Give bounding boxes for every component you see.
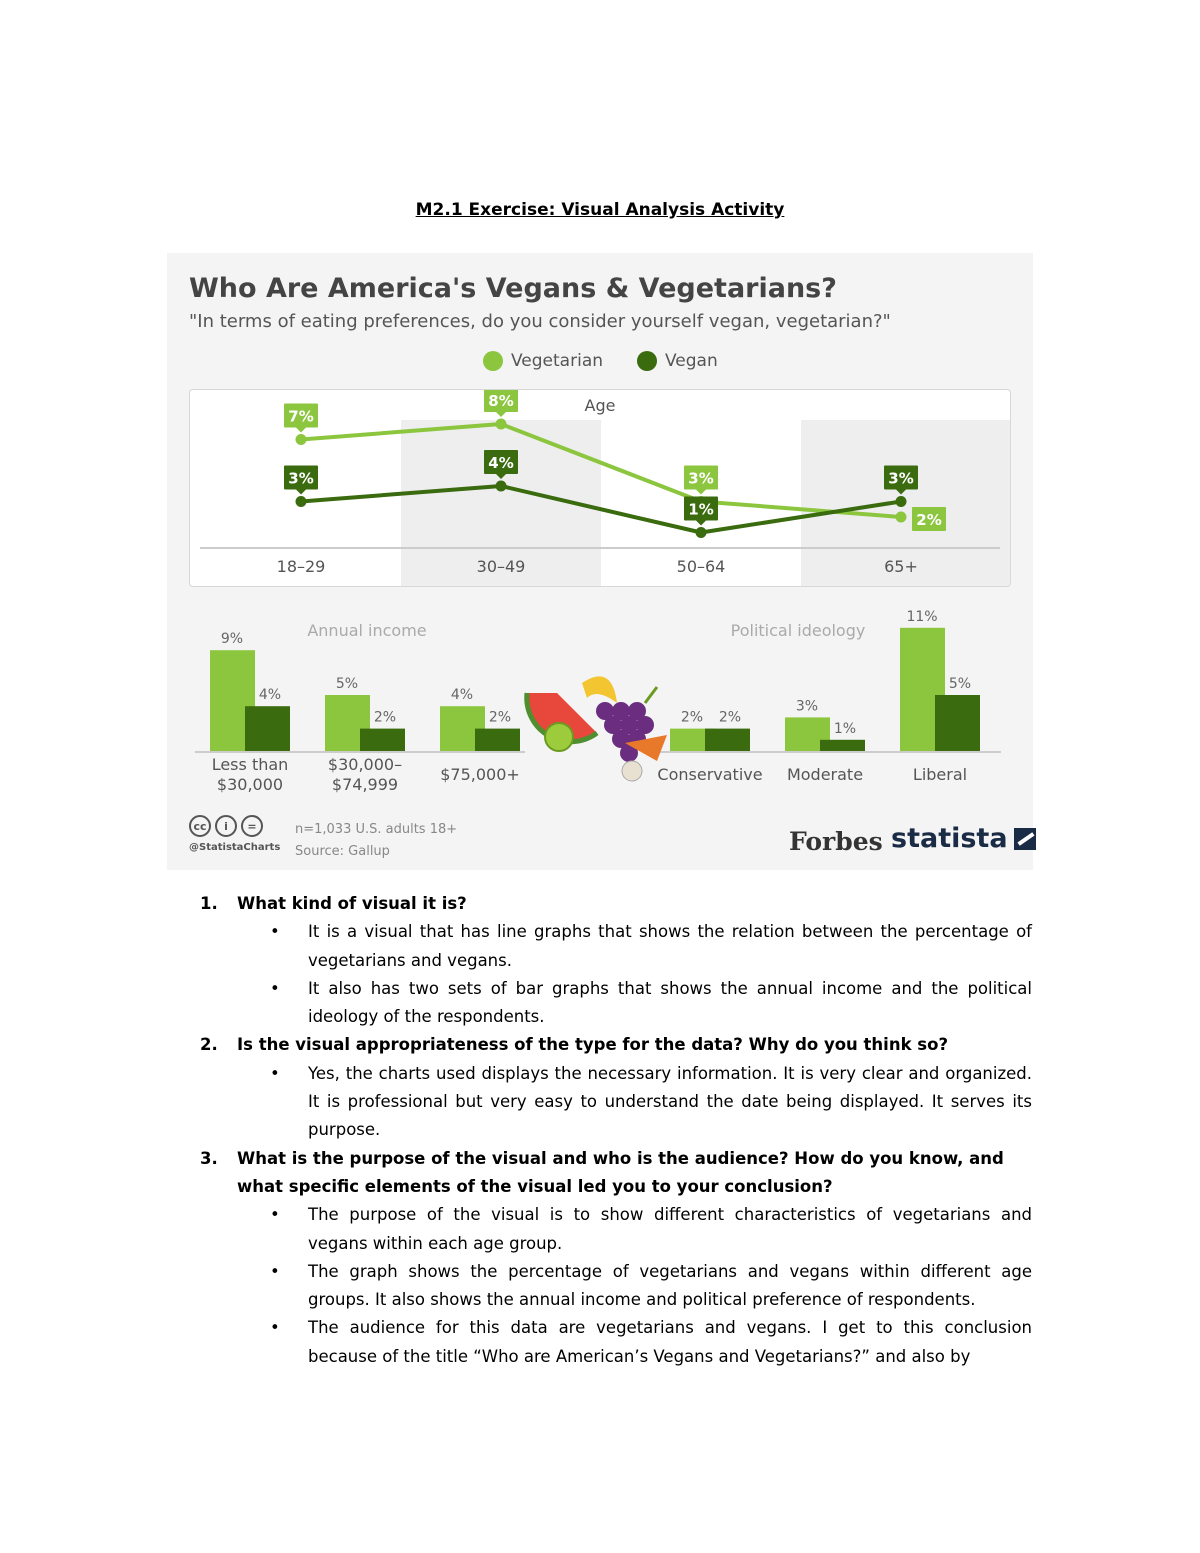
income-chart-title: Annual income — [307, 621, 427, 640]
answer-bullet — [200, 1201, 1032, 1258]
vegan-data-label: 4% — [488, 454, 514, 472]
age-tick-label: 30–49 — [476, 557, 526, 576]
statista-wordmark: statista — [891, 823, 1008, 854]
answer-text: It is a visual that has line graphs that shows the relation between the percentage of vegetarians and vegans. — [308, 922, 1032, 970]
question-list — [200, 890, 1032, 1371]
question-number: 1. — [200, 894, 218, 913]
income-bar-vegan — [360, 729, 405, 751]
statista-icon — [1014, 828, 1036, 850]
legend-item-vegetarian — [483, 351, 603, 371]
vegetarian-dot-icon — [483, 351, 503, 371]
license-block — [189, 815, 280, 853]
no-derivatives-icon: = — [241, 815, 263, 837]
income-label-vegetarian: 5% — [335, 676, 359, 692]
infographic-subtitle: "In terms of eating preferences, do you consider yourself vegan, vegetarian?" — [189, 311, 891, 332]
income-category-label: $75,000+ — [440, 765, 520, 784]
ideology-bar-vegan — [935, 695, 980, 751]
vegetarian-point — [896, 512, 907, 523]
vegan-data-label: 3% — [888, 469, 914, 488]
infographic — [167, 253, 1033, 870]
answer-bullet — [200, 1060, 1032, 1145]
answer-bullet — [200, 918, 1032, 975]
income-label-vegan: 2% — [488, 709, 512, 726]
ideology-label-vegan: 5% — [948, 676, 972, 692]
bullet-icon: • — [270, 1205, 280, 1225]
legend-label-vegetarian: Vegetarian — [511, 351, 604, 371]
question-number: 3. — [200, 1148, 218, 1168]
age-line-chart — [189, 389, 1011, 587]
answer-bullet — [200, 975, 1032, 1032]
ideology-bar-vegan — [705, 729, 750, 751]
ideology-chart-title: Political ideology — [730, 621, 866, 640]
ideology-category-label: Liberal — [912, 765, 968, 784]
footnote — [295, 819, 457, 863]
question-2 — [200, 1031, 1032, 1059]
vegan-data-label: 1% — [688, 500, 714, 519]
ideology-label-vegetarian: 11% — [906, 608, 938, 625]
document-title: M2.1 Exercise: Visual Analysis Activity — [415, 200, 785, 220]
source-note: Source: Gallup — [295, 844, 390, 859]
income-label-vegetarian: 9% — [220, 631, 244, 648]
vegetarian-data-label: 7% — [288, 407, 314, 426]
ideology-category-label: Moderate — [786, 765, 864, 784]
vegan-point — [296, 496, 307, 507]
income-label-vegetarian: 4% — [450, 687, 474, 704]
mushroom-icon — [622, 761, 642, 781]
income-label-vegan: 2% — [373, 709, 397, 726]
vegan-data-label: 3% — [288, 469, 314, 488]
forbes-logo: Forbes — [789, 827, 883, 856]
question-text: What is the purpose of the visual and who is the audience? How do you know, and what specific elements of the visual led you to your conclusion? — [237, 1148, 1004, 1196]
ideology-label-vegan: 1% — [833, 720, 857, 737]
vegetarian-point — [296, 434, 307, 445]
age-chart-svg — [190, 390, 1010, 586]
label-pointer — [696, 521, 706, 526]
answer-text: The graph shows the percentage of vegetarians and vegans within different age groups. It also shows the annual income and political preference of respondents. — [308, 1261, 1032, 1310]
legend-item-vegan — [637, 351, 718, 371]
statista-logo — [891, 823, 1036, 854]
ideology-category-label: Conservative — [657, 765, 763, 784]
answer-text: Yes, the charts used displays the necessary information. It is very clear and organized. It is professional but very easy to understand the date being displayed. It serves its purpose. — [308, 1063, 1032, 1140]
vegan-point — [896, 496, 907, 507]
income-category-label: $30,000 — [216, 775, 284, 794]
age-tick-label: 50–64 — [676, 557, 726, 576]
question-number: 2. — [200, 1035, 218, 1055]
ideology-label-vegetarian: 2% — [680, 709, 704, 726]
question-text: Is the visual appropriateness of the type for the data? Why do you think so? — [237, 1035, 949, 1055]
bullet-icon: • — [270, 978, 280, 998]
vegan-point — [496, 481, 507, 492]
income-label-vegan: 4% — [258, 687, 282, 704]
question-3 — [200, 1145, 1032, 1202]
label-pointer — [696, 490, 706, 495]
label-pointer — [496, 412, 506, 417]
income-category-label: Less than — [211, 755, 289, 774]
vegetarian-point — [496, 419, 507, 430]
question-text: What kind of visual it is? — [237, 894, 467, 913]
legend-label-vegan: Vegan — [665, 351, 718, 371]
ideology-label-vegan: 2% — [718, 709, 742, 726]
vegan-dot-icon — [637, 351, 657, 371]
vegetarian-data-label: 3% — [688, 469, 714, 488]
income-bar-vegan — [245, 706, 290, 751]
bullet-icon: • — [270, 1063, 280, 1083]
attribution-icon: i — [215, 815, 237, 837]
age-chart-title: Age — [584, 396, 616, 415]
bullet-icon: • — [270, 1261, 280, 1281]
bullet-icon: • — [270, 1318, 280, 1338]
bullet-icon: • — [270, 922, 280, 942]
ideology-bar-vegan — [820, 740, 865, 751]
apple-icon — [545, 723, 573, 751]
question-1 — [200, 890, 1032, 918]
statista-handle: @StatistaCharts — [189, 842, 281, 853]
answer-text: The purpose of the visual is to show different characteristics of vegetarians and vegans within each age group. — [308, 1205, 1032, 1253]
bar-charts — [167, 593, 1033, 808]
vegan-point — [696, 527, 707, 538]
income-category-label: $74,999 — [331, 775, 399, 794]
answer-bullet — [200, 1314, 1032, 1371]
vegetarian-data-label: 8% — [488, 392, 514, 410]
infographic-title: Who Are America's Vegans & Vegetarians? — [189, 273, 837, 304]
creative-commons-icon: cc — [189, 815, 211, 837]
answer-text: The audience for this data are vegetarians and vegans. I get to this conclusion because of the title “Who are American’s Vegans and Vegetarians?” and also by — [308, 1318, 1032, 1366]
income-bar-vegan — [475, 729, 520, 751]
ideology-label-vegetarian: 3% — [795, 698, 819, 715]
label-pointer — [296, 428, 306, 433]
banana-icon — [582, 676, 617, 703]
label-pointer — [296, 490, 306, 495]
income-category-label: $30,000– — [327, 755, 403, 774]
vegetarian-data-label: 2% — [916, 511, 942, 529]
bar-charts-svg — [167, 593, 1033, 808]
age-tick-label: 18–29 — [276, 557, 326, 576]
sample-note: n=1,033 U.S. adults 18+ — [295, 822, 458, 837]
answer-bullet — [200, 1258, 1032, 1315]
age-tick-label: 65+ — [884, 557, 918, 576]
fruit-and-vegetables-icon — [527, 676, 667, 781]
answer-text: It also has two sets of bar graphs that shows the annual income and the political ideology of the respondents. — [308, 978, 1032, 1027]
